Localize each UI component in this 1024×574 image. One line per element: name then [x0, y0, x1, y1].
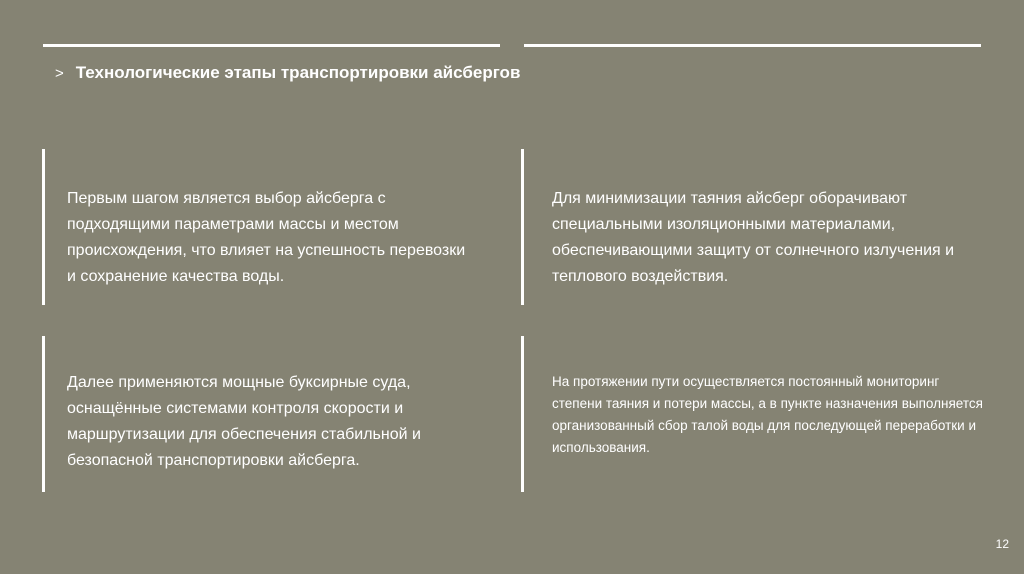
card-4-text: На протяжении пути осуществляется постоянный мониторинг степени таяния и потери массы, а в пункте назначения выполняется организованный сбор талой воды для последующей переработки и использования.	[552, 374, 983, 455]
slide-title: Технологические этапы транспортировки айсбергов	[75, 63, 521, 82]
card-1-bar	[42, 149, 45, 305]
card-1-text: Первым шагом является выбор айсберга с подходящими параметрами массы и местом происхождения, что влияет на успешность перевозки и сохранение качества воды.	[67, 190, 466, 285]
card-3-text: Далее применяются мощные буксирные суда, оснащённые системами контроля скорости и маршрутизации для обеспечения стабильной и безопасной транспортировки айсберга.	[67, 374, 421, 469]
top-rule-right	[524, 44, 981, 47]
card-3-bar	[42, 336, 45, 492]
top-rule-left	[43, 44, 500, 47]
card-2-text: Для минимизации таяния айсберг оборачивают специальными изоляционными материалами, обеспечивающими защиту от солнечного излучения и теплового воздействия.	[552, 190, 955, 285]
slide-header	[55, 63, 520, 83]
chevron-right-icon: >	[55, 64, 64, 82]
card-4-bar	[521, 336, 524, 492]
card-2-bar	[521, 149, 524, 305]
page-number: 12	[995, 537, 1009, 551]
